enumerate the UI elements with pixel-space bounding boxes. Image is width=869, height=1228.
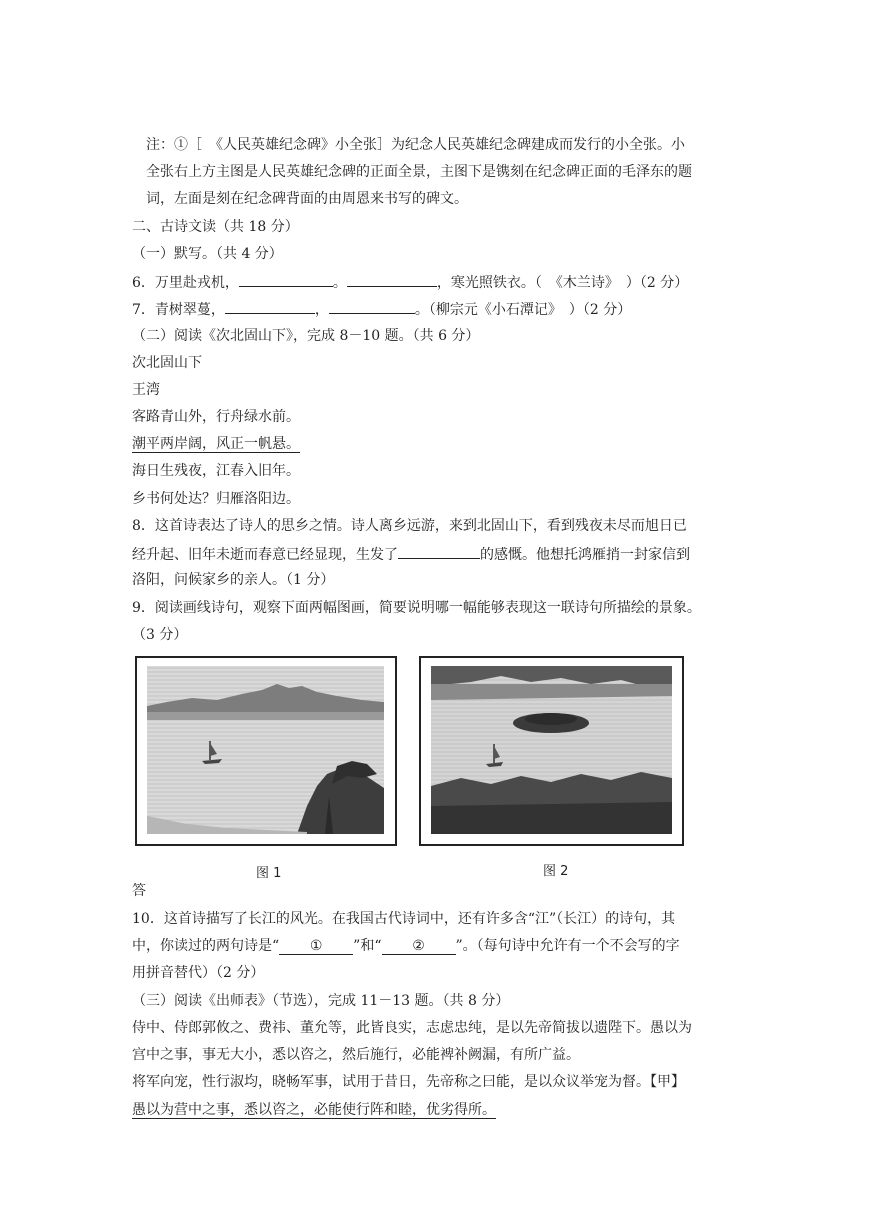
passage-line-4-underlined: 愚以为营中之事，悉以咨之，必能使行阵和睦，优劣得所。 <box>132 1102 496 1118</box>
figure-2-frame <box>419 656 684 846</box>
question-6 <box>132 271 688 293</box>
question-9-line-2: （3 分） <box>132 627 188 643</box>
question-6-prefix: 6．万里赴戎机， <box>132 275 239 291</box>
figure-2-painting <box>431 666 672 834</box>
subsection-1-title: （一）默写。（共 4 分） <box>132 246 283 262</box>
poem-line-2-underlined: 潮平两岸阔，风正一帆悬。 <box>132 436 300 452</box>
question-6-mid: 。 <box>332 275 347 291</box>
question-8-text-b: 的感慨。他想托鸿雁捎一封家信到 <box>480 547 690 563</box>
passage-line-1: 侍中、侍郎郭攸之、费祎、董允等，此皆良实，志虑忠纯，是以先帝简拔以遗陛下。愚以为 <box>132 1020 692 1036</box>
question-10-line-1: 10．这首诗描写了长江的风光。在我国古代诗词中，还有许多含“江”（长江）的诗句，其 <box>132 911 676 927</box>
note-line-2: 全张右上方主图是人民英雄纪念碑的正面全景，主图下是镌刻在纪念碑正面的毛泽东的题 <box>146 164 692 180</box>
question-8-blank[interactable] <box>398 543 480 559</box>
question-10-line-2 <box>132 936 680 956</box>
question-10-text-b: ”和“ <box>353 938 382 954</box>
subsection-2-title: （二）阅读《次北固山下》，完成 8－10 题。（共 6 分） <box>132 328 480 344</box>
figure-1-image <box>147 666 384 834</box>
section-2-title: 二、古诗文读（共 18 分） <box>132 219 299 235</box>
question-7-blank-2[interactable] <box>329 298 415 314</box>
question-10-text-a: 中，你读过的两句诗是“ <box>132 938 280 954</box>
question-6-suffix: ，寒光照铁衣。（ 《木兰诗》 ）（2 分） <box>436 275 689 291</box>
passage-line-3: 将军向宠，性行淑均，晓畅军事，试用于昔日，先帝称之曰能，是以众议举宠为督。【甲】 <box>132 1074 685 1090</box>
question-6-blank-2[interactable] <box>347 271 437 287</box>
question-8-line-1: 8．这首诗表达了诗人的思乡之情。诗人离乡远游，来到北固山下，看到残夜未尽而旭日已 <box>132 518 687 534</box>
question-10-blank-2[interactable]: ② <box>382 938 456 955</box>
figure-1-painting <box>147 666 384 834</box>
question-10-text-c: ”。（每句诗中允许有一个不会写的字 <box>455 938 680 954</box>
question-8-line-2 <box>132 543 690 565</box>
figure-2-caption: 图 2 <box>543 864 569 879</box>
question-10-line-3: 用拼音替代）（2 分） <box>132 965 265 981</box>
question-8-text-a: 经升起、旧年未逝而春意已经显现，生发了 <box>132 547 398 563</box>
question-6-blank-1[interactable] <box>239 271 333 287</box>
subsection-3-title: （三）阅读《出师表》（节选），完成 11－13 题。（共 8 分） <box>132 993 510 1009</box>
note-line-3: 词，左面是刻在纪念碑背面的由周恩来书写的碑文。 <box>146 191 468 207</box>
figure-1-frame <box>135 656 397 846</box>
question-9-line-1: 9．阅读画线诗句，观察下面两幅图画，简要说明哪一幅能够表现这一联诗句所描绘的景象。 <box>132 600 701 616</box>
question-7-blank-1[interactable] <box>225 298 315 314</box>
poem-line-4: 乡书何处达？归雁洛阳边。 <box>132 491 300 507</box>
question-7 <box>132 298 631 320</box>
figure-2-image <box>431 666 672 834</box>
question-7-suffix: 。（柳宗元《小石潭记》 ）（2 分） <box>414 302 632 318</box>
question-7-prefix: 7．青树翠蔓， <box>132 302 225 318</box>
passage-line-2: 宫中之事，事无大小，悉以咨之，然后施行，必能裨补阙漏，有所广益。 <box>132 1047 580 1063</box>
poem-line-1: 客路青山外，行舟绿水前。 <box>132 409 300 425</box>
question-10-blank-1[interactable]: ① <box>279 938 353 955</box>
poem-line-3: 海日生残夜，江春入旧年。 <box>132 463 300 479</box>
answer-label: 答 <box>132 883 146 899</box>
poem-title: 次北固山下 <box>132 355 202 371</box>
question-8-line-3: 洛阳，问候家乡的亲人。（1 分） <box>132 572 335 588</box>
figure-1-caption: 图 1 <box>256 866 282 881</box>
question-7-mid: ， <box>314 302 329 318</box>
note-line-1: 注：①［ 《人民英雄纪念碑》小全张］为纪念人民英雄纪念碑建成而发行的小全张。小 <box>146 137 685 153</box>
poem-author: 王湾 <box>132 382 160 398</box>
